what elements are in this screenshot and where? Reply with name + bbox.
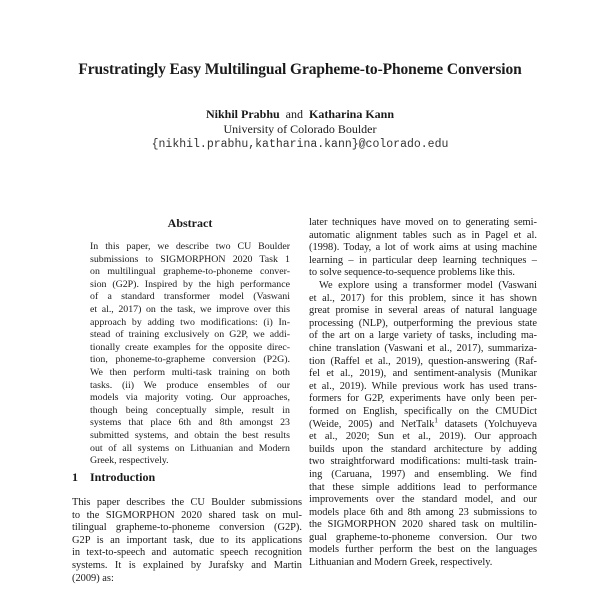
text-line: We explore using a transformer model (Vaswani — [319, 280, 537, 291]
text-line: fel et al., 2019), and sentiment-analysis (Munikar — [309, 368, 537, 380]
text-line: on multilingual grapheme-to-phoneme conver- — [90, 266, 290, 278]
section-title: Introduction — [90, 470, 156, 484]
text-line: the SIGMORPHON 2020 shared task on multilin- — [309, 519, 537, 531]
text-line: though being conceptually simple, result in — [90, 404, 290, 416]
abstract-heading: Abstract — [167, 216, 213, 230]
text-line: Lithuanian and Modern Greek, respectively. — [309, 557, 493, 569]
text-fragment: datasets (Yolchuyeva — [437, 418, 537, 430]
text-line: This paper describes the CU Boulder submissions — [72, 497, 302, 508]
text-line: in text-to-speech and automatic speech recognition — [72, 547, 302, 559]
text-line: sion (G2P). Inspired by the high performance — [90, 278, 290, 290]
text-line: later techniques have moved on to generating semi- — [309, 217, 537, 228]
text-line: out of all systems on Lithuanian and Modern — [90, 442, 290, 454]
text-line: automatic alignment tables such as in Pagel et al. — [309, 229, 537, 241]
text-line: processing (NLP), outperforming the previous state — [309, 317, 537, 329]
text-line: submissions to SIGMORPHON 2020 Task 1 — [90, 253, 290, 265]
text-line: two straightforward modifications: multi-task train- — [309, 456, 537, 468]
text-line: formers for G2P, experiments have only been per- — [309, 393, 537, 405]
text-line: that these simple additions lead to performance — [309, 481, 537, 493]
section-number: 1 — [72, 470, 78, 484]
text-line: of a standard transformer model (Vaswani — [90, 291, 290, 303]
text-line: great promise in several areas of natural language — [309, 305, 537, 317]
text-line: models place 6th and 8th among 23 submissions to — [309, 506, 537, 518]
text-line: et al., 2017) for this problem, since it has shown — [309, 292, 537, 304]
text-line: learning – in particular deep learning techniques – — [309, 254, 537, 266]
text-line: systems that place 6th and 8th amongst 23 — [90, 417, 290, 429]
author-2: Katharina Kann — [309, 107, 395, 121]
text-line: et al., 2020; Sun et al., 2019). Our approach — [309, 431, 537, 443]
text-line: Greek, respectively. — [90, 455, 169, 467]
text-line: to solve sequence-to-sequence problems like this. — [309, 267, 516, 279]
text-line: tion (Raffel et al., 2019), question-answering (Raf- — [309, 355, 537, 367]
section-heading-introduction — [72, 470, 155, 485]
text-line: gual grapheme-to-phoneme conversion. Our two — [309, 531, 537, 543]
text-line: formed on English, specifically on the CMUDict — [309, 405, 537, 417]
text-line: chine translation (Vaswani et al., 2017), summariza- — [309, 342, 537, 354]
text-line: tion, phoneme-to-grapheme conversion (P2G). — [90, 354, 290, 366]
text-line: systems. It is explained by Jurafsky and Martin — [72, 559, 302, 571]
text-line: In this paper, we describe two CU Boulder — [90, 241, 290, 252]
author-1: Nikhil Prabhu — [205, 107, 280, 121]
text-line: ing (Caruana, 1997) and ensembling. We find — [309, 468, 537, 480]
author-names — [0, 107, 600, 122]
text-line: tasks. (ii) We produce ensembles of our — [90, 379, 290, 391]
text-line: models via majority voting. Our approaches, — [90, 392, 290, 404]
author-conjunction: and — [285, 107, 303, 121]
text-line: tilingual grapheme-to-phoneme conversion (G2P). — [72, 522, 302, 534]
text-line: improvements over the standard model, and our — [309, 494, 537, 506]
affiliation: University of Colorado Boulder — [223, 122, 377, 136]
text-line: et al., 2019). While previous work has used trans- — [309, 380, 537, 392]
text-line: builds upon the standard architecture by adding — [309, 443, 537, 455]
text-line: models further perform the best on the languages — [309, 544, 537, 556]
author-block — [0, 107, 600, 152]
introduction-body — [72, 497, 302, 585]
right-column-paragraph-2 — [309, 280, 537, 570]
text-line: tionally create examples for the opposite direc- — [90, 341, 290, 353]
author-emails: {nikhil.prabhu,katharina.kann}@colorado.edu — [151, 138, 449, 151]
text-line: submitted systems, and obtain the best results — [90, 429, 290, 441]
text-line: to the SIGMORPHON 2020 shared task on mul- — [72, 509, 302, 521]
paper-title: Frustratingly Easy Multilingual Grapheme-to-Phoneme Conversion — [78, 61, 522, 78]
text-line: of the art on a large variety of tasks, including ma- — [309, 330, 537, 342]
text-fragment: (Weide, 2005) and NetTalk — [309, 418, 435, 430]
right-column-paragraph-1 — [309, 217, 537, 280]
text-line: We then perform multi-task training on both — [90, 366, 290, 378]
text-line: approach by adding two modifications: (i) In- — [90, 316, 290, 328]
text-line: G2P is an important task, due to its applications — [72, 534, 302, 546]
text-line: (2009) as: — [72, 572, 114, 584]
text-line: (1998). Today, a lot of work aims at using machine — [309, 242, 537, 254]
abstract-body — [90, 241, 290, 468]
text-line — [309, 416, 537, 432]
text-line: stead of training exclusively on G2P, we addi- — [90, 329, 290, 341]
footnote-marker[interactable]: 1 — [434, 416, 438, 425]
text-line: et al., 2017) on the task, we improve over this — [90, 303, 290, 315]
